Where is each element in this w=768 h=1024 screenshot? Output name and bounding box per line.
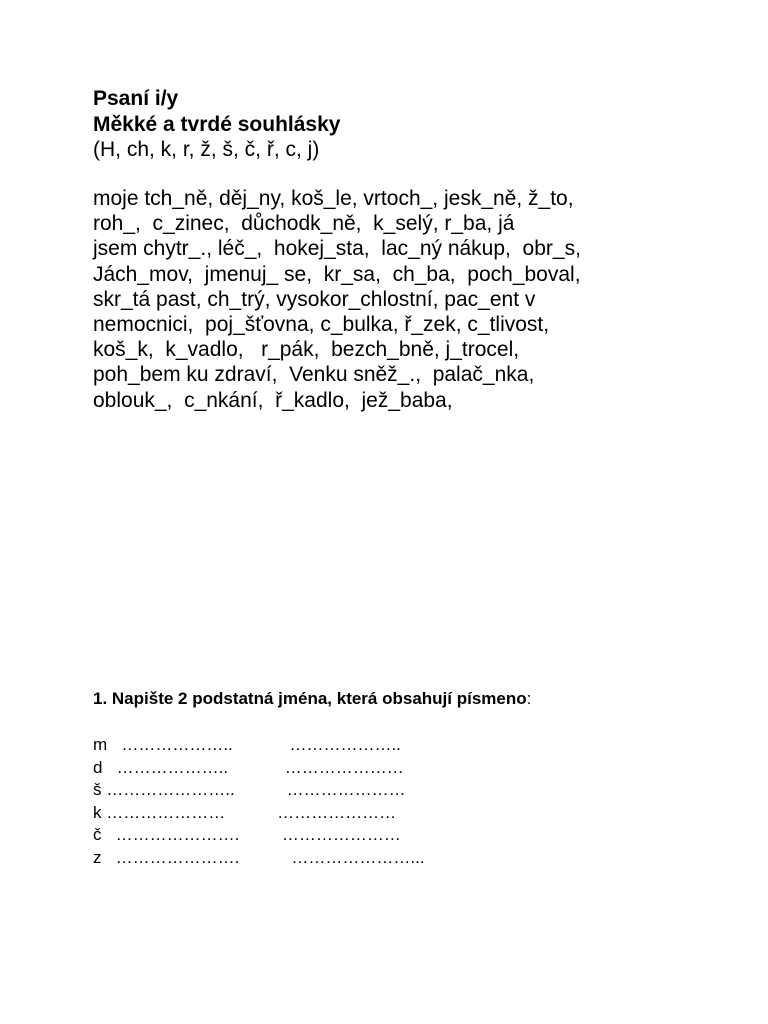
heading-block [93,86,693,163]
exercise-line: moje tch_ně, děj_ny, koš_le, vrtoch_, jesk_ně, ž_to, [93,187,574,210]
page-title: Psaní i/y [93,87,179,110]
letters-list: (H, ch, k, r, ž, š, č, ř, c, j) [93,138,320,161]
task-title [93,687,713,711]
exercise-line: jsem chytr_., léč_, hokej_sta, lac_ný nákup, obr_s, [93,237,581,261]
answer-row-m: m ……………….. ……………….. [93,735,401,754]
answer-rows [93,734,713,869]
answer-row-c: č …………………. ………………… [93,825,401,844]
answer-row-s: š ………………….. ………………… [93,780,406,799]
answer-row-d: d ……………….. ………………… [93,757,404,777]
exercise-line: nemocnici, poj_šťovna, c_bulka, ř_zek, c_tlivost, [93,313,550,337]
exercise-line: koš_k, k_vadlo, r_pák, bezch_bně, j_trocel, [93,338,520,362]
exercise-line: oblouk_, c_nkání, ř_kadlo, jež_baba, [93,388,453,412]
answer-row-k: k ………………… ………………… [93,802,397,822]
task-title-colon: : [526,689,532,708]
fill-in-exercise [93,186,713,413]
exercise-line: Jách_mov, jmenuj_ se, kr_sa, ch_ba, poch_boval, [93,262,581,286]
exercise-line: poh_bem ku zdraví, Venku sněž_., palač_nka, [93,363,535,387]
exercise-line: roh_, c_zinec, důchodk_ně, k_selý, r_ba, já [93,212,515,236]
page-subtitle: Měkké a tvrdé souhlásky [93,112,341,136]
answer-row-z: z …………………. …………………... [93,847,425,867]
task-1 [93,687,713,711]
exercise-line: skr_tá past, ch_trý, vysokor_chlostní, pac_ent v [93,287,536,311]
task-title-text: 1. Napište 2 podstatná jména, která obsahují písmeno [93,689,527,708]
